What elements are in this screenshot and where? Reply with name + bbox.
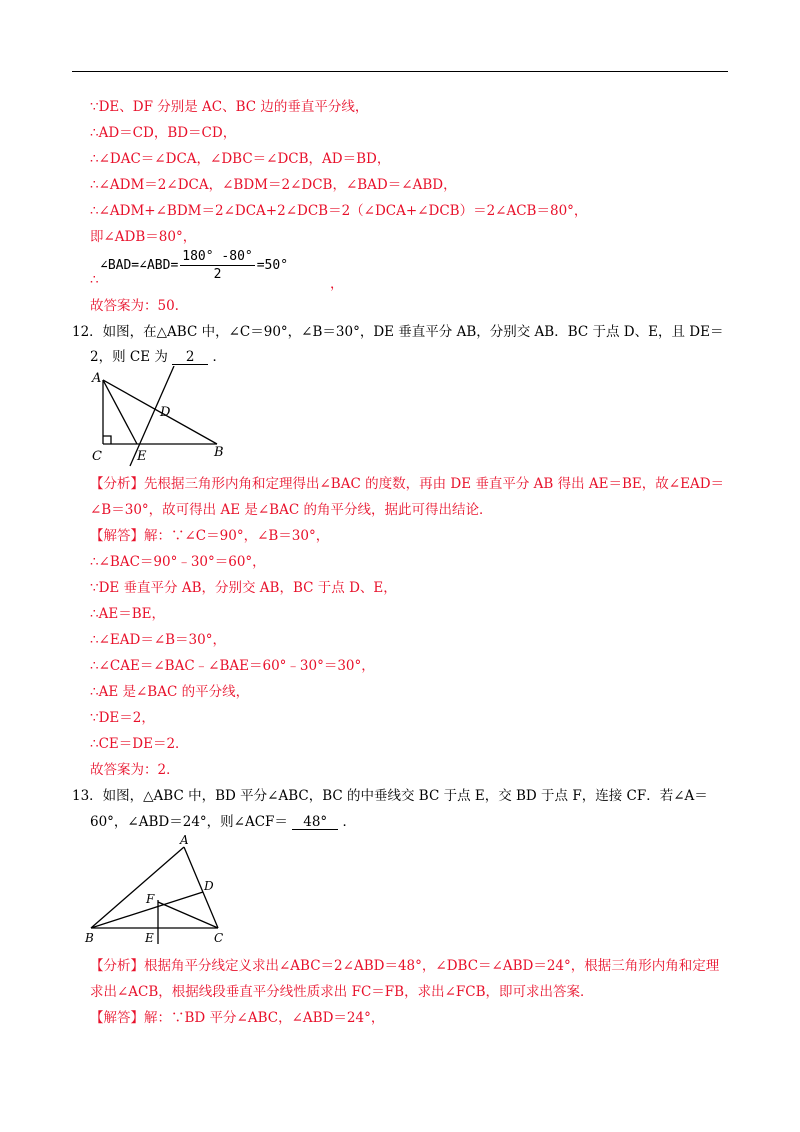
q12-sol-line-4: ∴AE＝BE， — [90, 606, 165, 622]
header-rule — [72, 71, 728, 72]
q12-sol-answer: 故答案为：2． — [90, 762, 180, 778]
formula-numerator: 180° -80° — [182, 249, 253, 264]
q13-label-a: A — [180, 833, 189, 847]
formula-bad — [100, 249, 288, 282]
q13-analysis-1: 【分析】根据角平分线定义求出∠ABC＝2∠ABD＝48°，∠DBC＝∠ABD＝24°，根据三角形内角和定理 — [90, 958, 720, 974]
q12-sol-line-8: ∵DE＝2， — [90, 710, 155, 726]
q12-sol-line-9: ∴CE＝DE＝2． — [90, 736, 189, 752]
q13-label-c: C — [214, 931, 224, 945]
q13-figure — [84, 832, 244, 950]
q13-label-d: D — [204, 879, 214, 893]
sol11-line-6: 即∠ADB＝80°， — [90, 229, 197, 245]
q12-sol-line-2: ∴∠BAC＝90°﹣30°＝60°， — [90, 554, 266, 570]
sol11-answer: 故答案为：50. — [90, 298, 179, 314]
q12-analysis-2: ∠B＝30°，故可得出 AE 是∠BAC 的角平分线，据此可得出结论． — [90, 502, 493, 518]
q13-label-f: F — [146, 892, 155, 906]
sol11-line-5: ∴∠ADM+∠BDM＝2∠DCA+2∠DCB＝2（∠DCA+∠DCB）＝2∠ACB＝80°， — [90, 203, 588, 219]
q13-line-2 — [90, 813, 356, 831]
q13-label-b: B — [85, 931, 94, 945]
q12-line-1: 12．如图，在△ABC 中，∠C＝90°，∠B＝30°，DE 垂直平分 AB，分别交 AB．BC 于点 D、E，且 DE＝ — [72, 324, 724, 340]
sol11-line-2: ∴AD＝CD，BD＝CD， — [90, 125, 237, 141]
q12-line-2 — [90, 348, 226, 366]
q12-sol-line-7: ∴AE 是∠BAC 的平分线， — [90, 684, 250, 700]
q12-sol-line-5: ∴∠EAD＝∠B＝30°， — [90, 632, 226, 648]
q13-sol-line-1: 【解答】解：∵BD 平分∠ABC，∠ABD＝24°， — [90, 1010, 385, 1026]
formula-comma: ， — [330, 276, 344, 292]
q13-line2-post: ． — [342, 814, 357, 830]
q12-label-a: A — [92, 371, 102, 386]
q12-label-e: E — [137, 449, 147, 464]
q12-answer-blank: 2 — [172, 350, 208, 365]
q13-answer-blank: 48° — [292, 815, 338, 830]
sol11-line-3: ∴∠DAC＝∠DCA，∠DBC＝∠DCB，AD＝BD， — [90, 151, 391, 167]
q13-label-e: E — [145, 931, 154, 945]
formula-fraction — [180, 249, 254, 282]
formula-therefore: ∴ — [90, 272, 99, 288]
q12-label-c: C — [92, 449, 102, 464]
q12-line2-pre: 2，则 CE 为 — [90, 349, 168, 365]
q13-line2-pre: 60°，∠ABD＝24°，则∠ACF＝ — [90, 814, 288, 830]
q12-label-d: D — [160, 405, 171, 420]
q12-sol-line-3: ∵DE 垂直平分 AB，分别交 AB，BC 于点 D、E， — [90, 580, 397, 596]
formula-denominator: 2 — [213, 267, 222, 282]
sol11-line-4: ∴∠ADM＝2∠DCA，∠BDM＝2∠DCB，∠BAD＝∠ABD， — [90, 177, 457, 193]
formula-right: =50° — [256, 258, 289, 273]
q12-line2-post: ． — [212, 349, 226, 365]
q12-figure — [86, 366, 246, 470]
q13-line-1: 13．如图，△ABC 中，BD 平分∠ABC，BC 的中垂线交 BC 于点 E，交 BD 于点 F，连接 CF．若∠A＝ — [72, 788, 708, 804]
q13-analysis-2: 求出∠ACB，根据线段垂直平分线性质求出 FC＝FB，求出∠FCB，即可求出答案． — [90, 984, 594, 1000]
sol11-line-1: ∵DE、DF 分别是 AC、BC 边的垂直平分线， — [90, 99, 369, 115]
q12-analysis-1: 【分析】先根据三角形内角和定理得出∠BAC 的度数，再由 DE 垂直平分 AB 得出 AE＝BE，故∠EAD＝ — [90, 476, 725, 492]
q12-label-b: B — [214, 445, 224, 460]
formula-left: ∠BAD=∠ABD= — [100, 258, 179, 273]
q12-sol-line-1: 【解答】解：∵∠C＝90°，∠B＝30°， — [90, 528, 330, 544]
q12-sol-line-6: ∴∠CAE＝∠BAC﹣∠BAE＝60°﹣30°＝30°， — [90, 658, 375, 674]
